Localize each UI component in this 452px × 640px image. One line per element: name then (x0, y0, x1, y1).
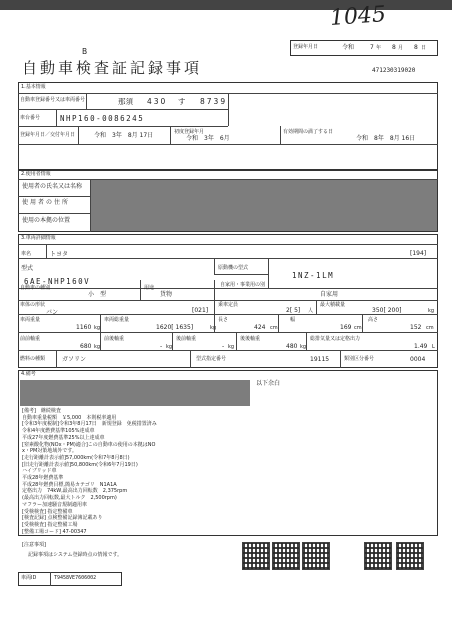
qr-code-2-icon (272, 542, 300, 570)
gross-label: 車両総重量 (104, 317, 130, 323)
displacement-label: 総排気量又は定格出力 (310, 336, 361, 342)
redacted-remarks-top (20, 380, 250, 406)
rear-front-label: 後前軸重 (176, 336, 197, 342)
purpose: 自家用 (320, 291, 339, 298)
fuel: ガソリン (62, 356, 87, 363)
displacement: 1.49 (414, 343, 428, 350)
vehicle-id: T9458VE7606002 (54, 575, 97, 581)
maker: トヨタ (50, 251, 69, 258)
remark-line: [走行距離計表示値]57,000km(令和7年8月8日) (22, 454, 130, 461)
rear-rear-label: 後後軸重 (240, 336, 261, 342)
user-address-label: 使用者の住所 (22, 199, 71, 206)
section-remarks-header: 4.備考 (21, 371, 36, 377)
qr-code-5-icon (396, 542, 424, 570)
notice-header: [注意事項] (22, 542, 46, 548)
remark-line: [旧走行距離計表示値]50,800km(令和6年7月19日) (22, 461, 138, 468)
use-label: 用途 (144, 285, 155, 291)
height: 152 (410, 324, 422, 331)
length-unit: cm (270, 325, 278, 331)
use: 貨物 (160, 291, 173, 298)
maker-code: [194] (410, 250, 427, 257)
category-label: 類別区分番号 (344, 356, 375, 362)
front-rear-label: 前後軸重 (104, 336, 125, 342)
remarks-list (22, 408, 252, 535)
load-label: 最大積載量 (320, 302, 346, 308)
height-unit: cm (426, 325, 434, 331)
capacity-label: 乗車定員 (218, 302, 239, 308)
section-basic-info-header: 1.基本情報 (21, 84, 46, 90)
qr-code-3-icon (302, 542, 330, 570)
remark-line: 平成28年燃費基準 (22, 475, 64, 482)
front-rear: - (160, 343, 163, 350)
load: 350[ 200] (372, 307, 402, 314)
maker-label: 車名 (21, 251, 32, 257)
capacity: 2[ 5] (286, 307, 301, 314)
rear-front: - (222, 343, 225, 350)
width: 169 (340, 324, 352, 331)
body: バン (46, 309, 59, 316)
remarks-continued: 以下余白 (256, 380, 281, 387)
initial-reg-label: 初度登録年月 (174, 129, 205, 135)
month-char: 月 (398, 45, 404, 51)
first-reg-date: 令和 3年 8月 17日 (94, 132, 154, 139)
section-vehicle-details-header: 3.車両詳細情報 (21, 235, 56, 241)
registration-date-label: 登録年月日 (293, 44, 319, 50)
rear-rear: 480 (286, 343, 298, 350)
front-rear-unit: kg (166, 344, 173, 350)
plate-region: 那須 (118, 97, 133, 106)
vin: NHP160-0086245 (60, 114, 145, 123)
registration-date-month: 8 (392, 44, 396, 51)
redacted-user-info (91, 180, 437, 231)
remark-line: 令和4年度燃費基準105%達成車 (22, 428, 95, 435)
year-char: 年 (376, 45, 382, 51)
length: 424 (254, 324, 266, 331)
width-unit: cm (354, 325, 362, 331)
gross-unit: kg (210, 325, 217, 331)
expiry-label: 有効期間の満了する日 (283, 129, 334, 135)
body-code: [021] (192, 307, 209, 314)
front-axle-unit: kg (94, 344, 101, 350)
engine-label: 原動機の型式 (218, 265, 249, 271)
user-name-label: 使用者の氏名又は名称 (22, 183, 83, 190)
remark-line: (最高出力回転数,最大トルク 2,500rpm) (22, 495, 117, 502)
engine: 1NZ-1LM (292, 271, 335, 280)
vin-label: 車台番号 (20, 115, 41, 121)
model-label: 型式 (21, 265, 34, 272)
qr-code-4-icon (364, 542, 392, 570)
vehicle-id-label: 車両ID (21, 575, 37, 581)
designation: 19115 (310, 356, 330, 363)
document-title: 自動車検査証記録事項 (22, 59, 203, 77)
rear-front-unit: kg (228, 344, 235, 350)
remark-line: [整備工場コード] 47-00347 (22, 528, 87, 535)
registration-date-year: 7 (370, 44, 374, 51)
remark-line: [受検検査] 指定整備工場 (22, 521, 78, 528)
remark-line: x・PM対策地域外です。 (22, 448, 77, 455)
height-label: 高さ (368, 317, 379, 323)
handwritten-number: 1045 (329, 2, 387, 31)
use-base-label: 使用の本拠の位置 (22, 217, 71, 224)
remark-line: 平成27年度燃費基準25%以上達成車 (22, 434, 105, 441)
weight: 1160 (76, 324, 92, 331)
model: 6AE-NHP160V (24, 277, 91, 286)
remark-line: 平成28年燃費目標,簡易カテゴリ N1A1A (22, 481, 117, 488)
weight-unit: kg (94, 325, 101, 331)
type-label: 自動車の種別 (20, 285, 51, 291)
remark-line: 定格出力 74kW,最高出力回転数 2,375rpm (22, 488, 128, 495)
displacement-unit: L (432, 344, 435, 350)
registration-date-era: 令和 (342, 44, 355, 51)
remark-line: [検査記録] 点検整備記録簿記載あり (22, 515, 103, 522)
qr-code-1-icon (242, 542, 270, 570)
purpose-label: 自家用・事業用の別 (220, 282, 266, 288)
width-label: 幅 (290, 317, 296, 323)
type: 小 型 (88, 291, 107, 298)
plate-label: 自動車登録番号又は車両番号 (20, 97, 86, 103)
front-axle-label: 前前軸重 (20, 336, 41, 342)
plate-kana: す (178, 97, 186, 106)
initial-reg-date: 令和 3年 6月 (186, 135, 230, 142)
remark-line: ハイブリッド車 (22, 468, 57, 475)
designation-label: 型式指定番号 (196, 356, 227, 362)
fuel-label: 燃料の種類 (20, 356, 46, 362)
day-char: 日 (421, 45, 427, 51)
remark-line: 自動車重量税額 ￥5,000 本則税率適用 (22, 414, 117, 421)
registration-date-day: 8 (414, 44, 418, 51)
remark-line: [窒素酸化物(NOx・PM)適合]この自動車の使用の本拠はNO (22, 441, 156, 448)
gross: 1620[ 1635] (156, 324, 194, 331)
document-number: 471230319020 (372, 67, 416, 74)
length-label: 長さ (218, 317, 229, 323)
plate-class: 430 (147, 97, 168, 106)
remark-line: [令和3年度税制]令和3年8月17日 新規登録 免税措置済み (22, 421, 157, 428)
remark-line: マフラー加速騒音規制適用車 (22, 501, 88, 508)
first-reg-label: 登録年月日／交付年月日 (20, 132, 76, 138)
expiry-date: 令和 8年 8月 16日 (356, 135, 416, 142)
capacity-unit: 人 (308, 308, 314, 314)
remark-line: [受検検査] 指定整備車 (22, 508, 73, 515)
front-axle: 680 (80, 343, 92, 350)
body-label: 車体の形状 (20, 302, 46, 308)
plate-number: 8739 (200, 97, 228, 106)
remark-line: [備考] 継続検査 (22, 408, 61, 414)
rear-rear-unit: kg (300, 344, 307, 350)
section-user-info-header: 2.使用者情報 (21, 171, 51, 177)
category: 0004 (410, 356, 426, 363)
stamp-letter: B (82, 47, 88, 56)
weight-label: 車両重量 (20, 317, 41, 323)
load-unit: kg (428, 308, 435, 314)
notice-text: 記録事項はシステム登録時点の情報です。 (28, 552, 123, 558)
